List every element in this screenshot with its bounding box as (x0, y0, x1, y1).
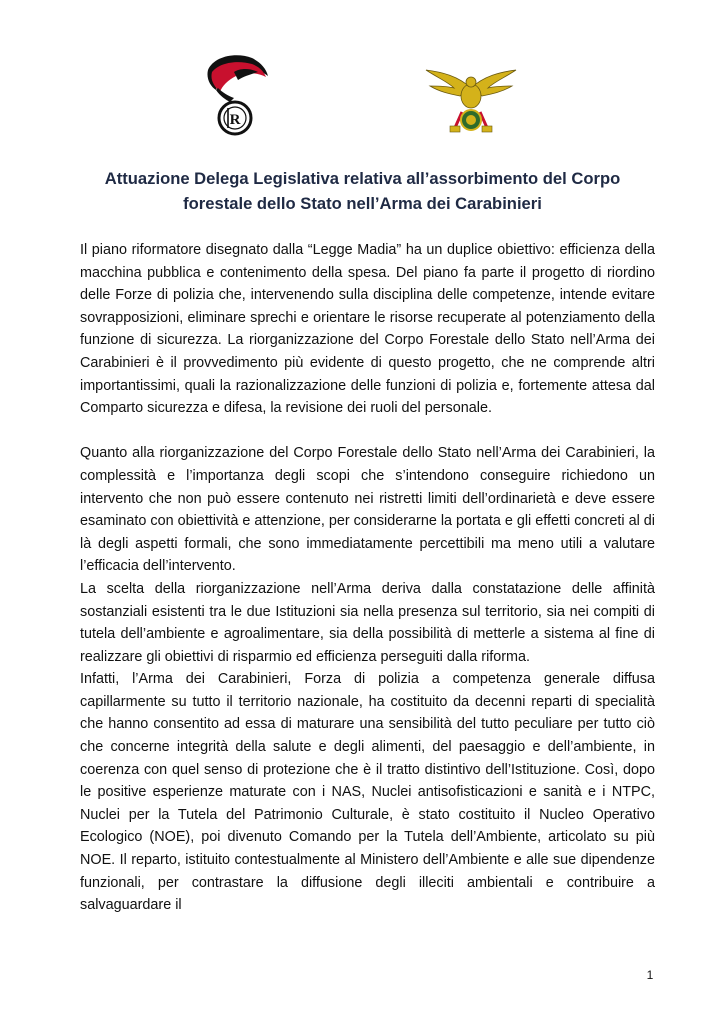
forestale-eagle-emblem-icon (424, 66, 518, 140)
paragraph: Il piano riformatore disegnato dalla “Legge Madia” ha un duplice obiettivo: efficienza della macchina pubblica e contenimento della spesa. Del piano fa parte il progetto di riordino delle Forze di polizia che, intervenendo sulla disciplina delle competenze, intende evitare sovrapposizioni, eliminare sprechi e orientare le risorse recuperate al potenziamento della funzione di sicurezza. La riorganizzazione del Corpo Forestale dello Stato nell’Arma dei Carabinieri è il provvedimento più evidente di questo progetto, che ne comprende altri importantissimi, quali la razionalizzazione delle funzioni di polizia e, fortemente attesa dal Comparto sicurezza e difesa, la revisione dei ruoli del personale. (80, 242, 655, 417)
paragraph: Quanto alla riorganizzazione del Corpo Forestale dello Stato nell’Arma dei Carabinieri, la complessità e l’importanza degli scopi che s’intendono conseguire richiedono un intervento che non può essere contenuto nei ristretti limiti dell’ordinarietà e deve essere esaminato con obiettività e attenzione, per considerarne la portata e gli effetti concreti al di là degli aspetti formali, che sono immediatamente percettibili ma meno utili a valutare l’efficacia dell’intervento. (80, 445, 655, 575)
document-title (80, 166, 645, 216)
page-number: 1 (646, 968, 654, 982)
title-line-2: forestale dello Stato nell’Arma dei Carabinieri (183, 194, 542, 213)
document-body (80, 239, 655, 917)
paragraph: La scelta della riorganizzazione nell’Arma deriva dalla constatazione delle affinità sostanziali esistenti tra le due Istituzioni sia nella presenza sul territorio, sia nei compiti di tutela dell’ambiente e agroalimentare, sia della possibilità di metterle a sistema al fine di realizzare gli obiettivi di risparmio ed efficienza perseguiti dalla riforma. (80, 580, 655, 665)
carabinieri-emblem-icon (200, 50, 270, 140)
title-line-1: Attuazione Delega Legislativa relativa all’assorbimento del Corpo (104, 169, 621, 188)
svg-text:R: R (229, 112, 241, 128)
paragraph: Infatti, l’Arma dei Carabinieri, Forza di polizia a competenza generale diffusa capillarmente su tutto il territorio nazionale, ha costituito da decenni reparti di specialità che hanno consentito ad essa di maturare una sensibilità del tutto peculiare per tutto ciò che concerne integrità della salute e degli alimenti, del paesaggio e dell’ambiente, in coerenza con quel senso di protezione che è il tratto distintivo dell’Istituzione. Così, dopo le positive esperienze maturate con i NAS, Nuclei antisofisticazioni e sanità e i NTPC, Nuclei per la Tutela del Patrimonio Culturale, è stato costituito il Nucleo Operativo Ecologico (NOE), poi divenuto Comando per la Tutela dell’Ambiente, articolato su più NOE. Il reparto, istituito contestualmente al Ministero dell’Ambiente e alle sue dipendenze funzionali, per contrastare la diffusione degli illeciti ambientali e contribuire a salvaguardare il (80, 671, 655, 914)
